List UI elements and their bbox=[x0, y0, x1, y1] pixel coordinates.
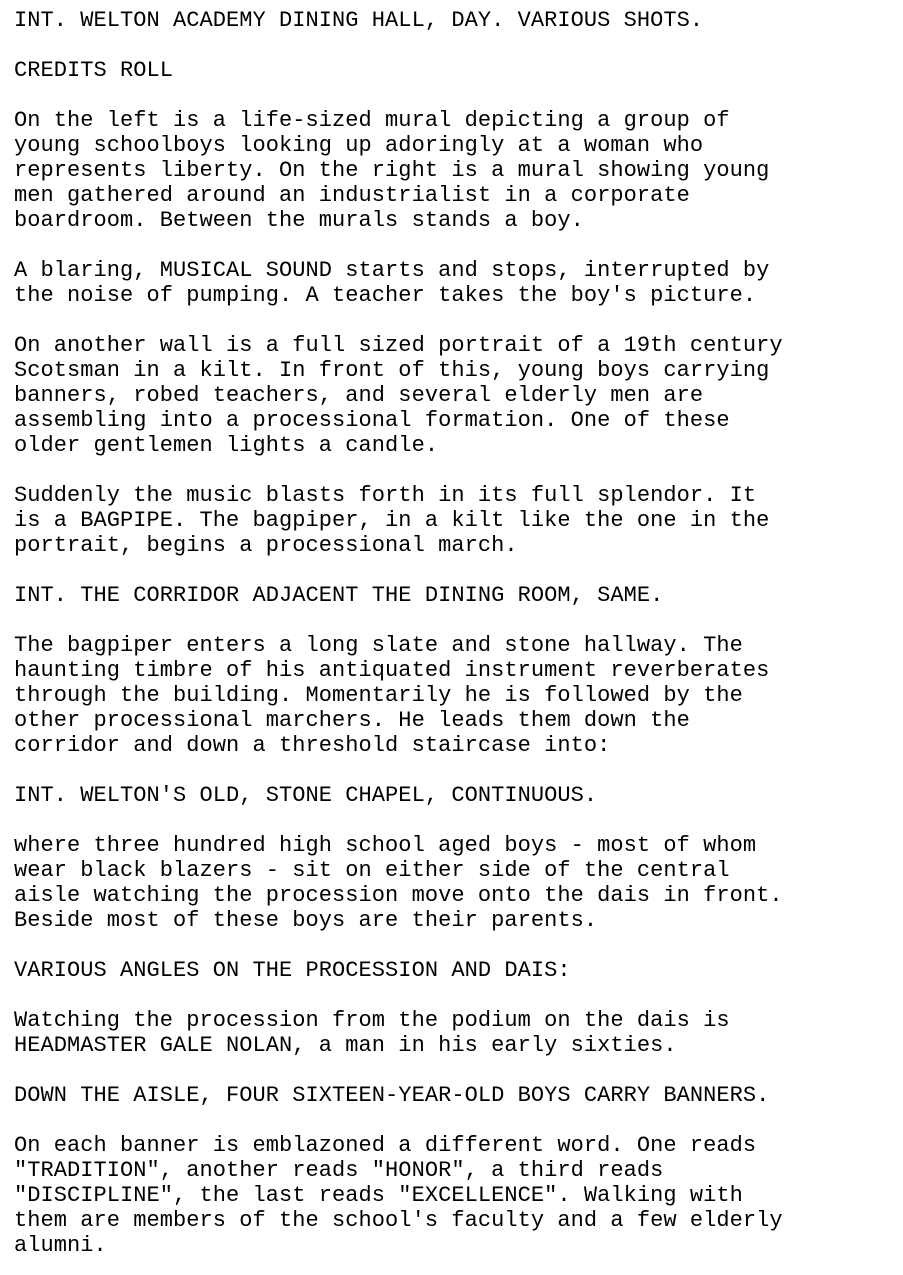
action-bagpipe: Suddenly the music blasts forth in its full splendor. It is a BAGPIPE. The bagpiper, in a kilt like the one in the portrait, begins a processional march. bbox=[14, 483, 770, 558]
shot-down-the-aisle: DOWN THE AISLE, FOUR SIXTEEN-YEAR-OLD BOYS CARRY BANNERS. bbox=[14, 1083, 770, 1108]
shot-various-angles: VARIOUS ANGLES ON THE PROCESSION AND DAIS: bbox=[14, 958, 571, 983]
action-murals: On the left is a life-sized mural depicting a group of young schoolboys looking up adoringly at a woman who represents liberty. On the right is a mural showing young men gathered around an industrialist in a corporate boardroom. Between the murals stands a boy. bbox=[14, 108, 770, 233]
action-musical-sound: A blaring, MUSICAL SOUND starts and stops, interrupted by the noise of pumping. A teacher takes the boy's picture. bbox=[14, 258, 770, 308]
action-banners: On each banner is emblazoned a different word. One reads "TRADITION", another reads "HONOR", a third reads "DISCIPLINE", the last reads "EXCELLENCE". Walking with them are members of the school's faculty and a few elderly alumni. bbox=[14, 1133, 783, 1258]
action-three-hundred-boys: where three hundred high school aged boys - most of whom wear black blazers - sit on either side of the central aisle watching the procession move onto the dais in front. Beside most of these boys are their parents. bbox=[14, 833, 783, 933]
action-portrait: On another wall is a full sized portrait of a 19th century Scotsman in a kilt. In front of this, young boys carrying banners, robed teachers, and several elderly men are assembling into a processional formation. One of these older gentlemen lights a candle. bbox=[14, 333, 783, 458]
action-bagpiper-enters: The bagpiper enters a long slate and stone hallway. The haunting timbre of his antiquated instrument reverberates through the building. Momentarily he is followed by the other processional marchers. He leads them down the corridor and down a threshold staircase into: bbox=[14, 633, 770, 758]
screenplay-page bbox=[14, 8, 899, 1258]
scene-heading-chapel: INT. WELTON'S OLD, STONE CHAPEL, CONTINUOUS. bbox=[14, 783, 598, 808]
credits-roll-line: CREDITS ROLL bbox=[14, 58, 174, 83]
scene-heading-dining-hall: INT. WELTON ACADEMY DINING HALL, DAY. VARIOUS SHOTS. bbox=[14, 8, 704, 33]
scene-heading-corridor: INT. THE CORRIDOR ADJACENT THE DINING ROOM, SAME. bbox=[14, 583, 664, 608]
action-headmaster: Watching the procession from the podium on the dais is HEADMASTER GALE NOLAN, a man in his early sixties. bbox=[14, 1008, 730, 1058]
